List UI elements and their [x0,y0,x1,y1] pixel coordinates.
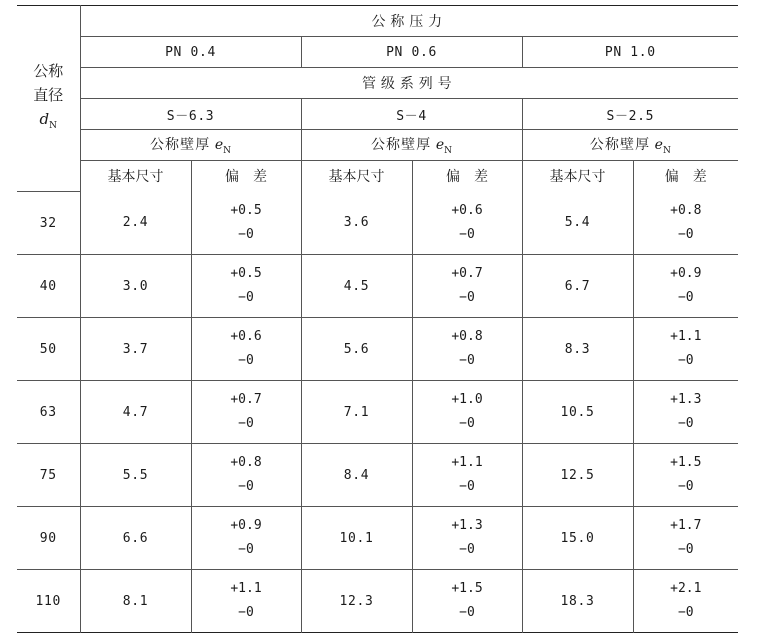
lower-deviation: −0 [459,353,475,368]
lower-deviation: −0 [677,290,694,305]
lower-deviation: −0 [459,479,475,494]
deviation-cell [191,318,301,381]
deviation-cell [412,570,522,633]
dn-symbol: $d_N$ [39,110,57,131]
table-row [17,192,738,255]
lower-deviation: −0 [677,605,694,620]
nominal-diameter-cell: 50 [17,318,80,381]
upper-deviation: +0.5 [230,202,262,218]
upper-deviation: +0.8 [670,202,702,218]
deviation-header: 偏 差 [191,161,301,192]
upper-deviation: +1.7 [670,518,702,533]
basic-size-cell: 10.5 [522,381,633,444]
lower-deviation: −0 [238,479,254,494]
basic-size-cell: 18.3 [522,570,633,633]
deviation-cell [412,318,522,381]
lower-deviation: −0 [459,226,475,242]
deviation-cell [633,318,738,381]
pressure-row [17,37,738,68]
pressure-pn10: PN 1.0 [522,37,738,68]
deviation-header: 偏 差 [633,161,738,192]
upper-deviation: +0.7 [451,266,483,281]
basic-size-header: 基本尺寸 [522,161,633,192]
deviation-cell [633,444,738,507]
deviation-cell [633,570,738,633]
lower-deviation: −0 [677,353,694,368]
table-row [17,444,738,507]
nominal-diameter-cell: 32 [17,192,80,255]
lower-deviation: −0 [459,542,475,557]
basic-size-header: 基本尺寸 [301,161,412,192]
deviation-cell [191,381,301,444]
wall-thickness-row [17,130,738,161]
dn-label-line2: 直径 [33,86,64,104]
deviation-cell [412,255,522,318]
upper-deviation: +1.5 [451,581,483,596]
table-row [17,507,738,570]
dn-label-line1: 公称 [33,62,64,80]
basic-size-cell: 8.3 [522,318,633,381]
deviation-cell [633,507,738,570]
basic-size-cell: 2.4 [80,192,191,255]
deviation-cell [633,192,738,255]
basic-size-cell: 4.5 [301,255,412,318]
wall-thickness-table [17,5,738,633]
upper-deviation: +0.8 [230,455,262,470]
upper-deviation: +1.0 [451,392,483,407]
lower-deviation: −0 [459,416,475,431]
deviation-cell [633,255,738,318]
deviation-cell [412,192,522,255]
upper-deviation: +0.5 [230,266,262,281]
deviation-cell [633,381,738,444]
basic-size-cell: 4.7 [80,381,191,444]
table-row [17,318,738,381]
table-row [17,255,738,318]
lower-deviation: −0 [459,605,475,620]
lower-deviation: −0 [238,353,254,368]
upper-deviation: +1.1 [670,329,702,344]
deviation-cell [191,192,301,255]
basic-size-cell: 7.1 [301,381,412,444]
series-row [17,99,738,130]
basic-size-cell: 12.5 [522,444,633,507]
nominal-diameter-cell: 75 [17,444,80,507]
upper-deviation: +2.1 [670,581,702,596]
lower-deviation: −0 [238,290,254,305]
lower-deviation: −0 [238,226,254,242]
deviation-cell [191,444,301,507]
basic-size-cell: 3.6 [301,192,412,255]
upper-deviation: +0.7 [230,392,262,407]
nominal-diameter-cell: 63 [17,381,80,444]
nominal-diameter-cell: 110 [17,570,80,633]
upper-deviation: +1.3 [451,518,483,533]
deviation-cell [412,381,522,444]
basic-size-header: 基本尺寸 [80,161,191,192]
upper-deviation: +0.9 [230,518,262,533]
upper-deviation: +0.9 [670,266,702,281]
deviation-header: 偏 差 [412,161,522,192]
series-s63: S－6.3 [80,99,301,130]
series-s4: S－4 [301,99,522,130]
nominal-diameter-header [17,6,80,192]
lower-deviation: −0 [677,479,694,494]
wall-thickness-label-2: 公称壁厚 $e_N$ [301,130,522,161]
basic-size-cell: 12.3 [301,570,412,633]
basic-size-cell: 8.1 [80,570,191,633]
lower-deviation: −0 [238,542,254,557]
basic-size-cell: 5.6 [301,318,412,381]
basic-size-cell: 3.0 [80,255,191,318]
basic-size-cell: 5.4 [522,192,633,255]
pressure-pn06: PN 0.6 [301,37,522,68]
basic-size-cell: 6.7 [522,255,633,318]
upper-deviation: +0.8 [451,329,483,344]
upper-deviation: +1.1 [230,581,262,596]
lower-deviation: −0 [238,416,254,431]
basic-size-cell: 15.0 [522,507,633,570]
basic-size-cell: 8.4 [301,444,412,507]
deviation-cell [191,255,301,318]
upper-deviation: +1.5 [670,455,702,470]
lower-deviation: −0 [677,416,694,431]
wall-thickness-label-3: 公称壁厚 $e_N$ [522,130,738,161]
basic-size-cell: 5.5 [80,444,191,507]
table-row [17,381,738,444]
wall-thickness-label-1: 公称壁厚 $e_N$ [80,130,301,161]
lower-deviation: −0 [459,290,475,305]
basic-size-cell: 6.6 [80,507,191,570]
basic-size-cell: 10.1 [301,507,412,570]
deviation-cell [191,570,301,633]
deviation-cell [191,507,301,570]
nominal-diameter-cell: 90 [17,507,80,570]
upper-deviation: +0.6 [230,329,262,344]
upper-deviation: +0.6 [451,202,483,218]
deviation-cell [412,444,522,507]
nominal-diameter-cell: 40 [17,255,80,318]
table-row [17,570,738,633]
pressure-pn04: PN 0.4 [80,37,301,68]
subheader-row [17,161,738,192]
basic-size-cell: 3.7 [80,318,191,381]
upper-deviation: +1.1 [451,455,483,470]
series-number-header: 管级系列号 [80,68,738,99]
nominal-pressure-header: 公称压力 [80,6,738,37]
lower-deviation: −0 [677,226,694,242]
series-s25: S－2.5 [522,99,738,130]
deviation-cell [412,507,522,570]
upper-deviation: +1.3 [670,392,702,407]
lower-deviation: −0 [238,605,254,620]
lower-deviation: −0 [677,542,694,557]
